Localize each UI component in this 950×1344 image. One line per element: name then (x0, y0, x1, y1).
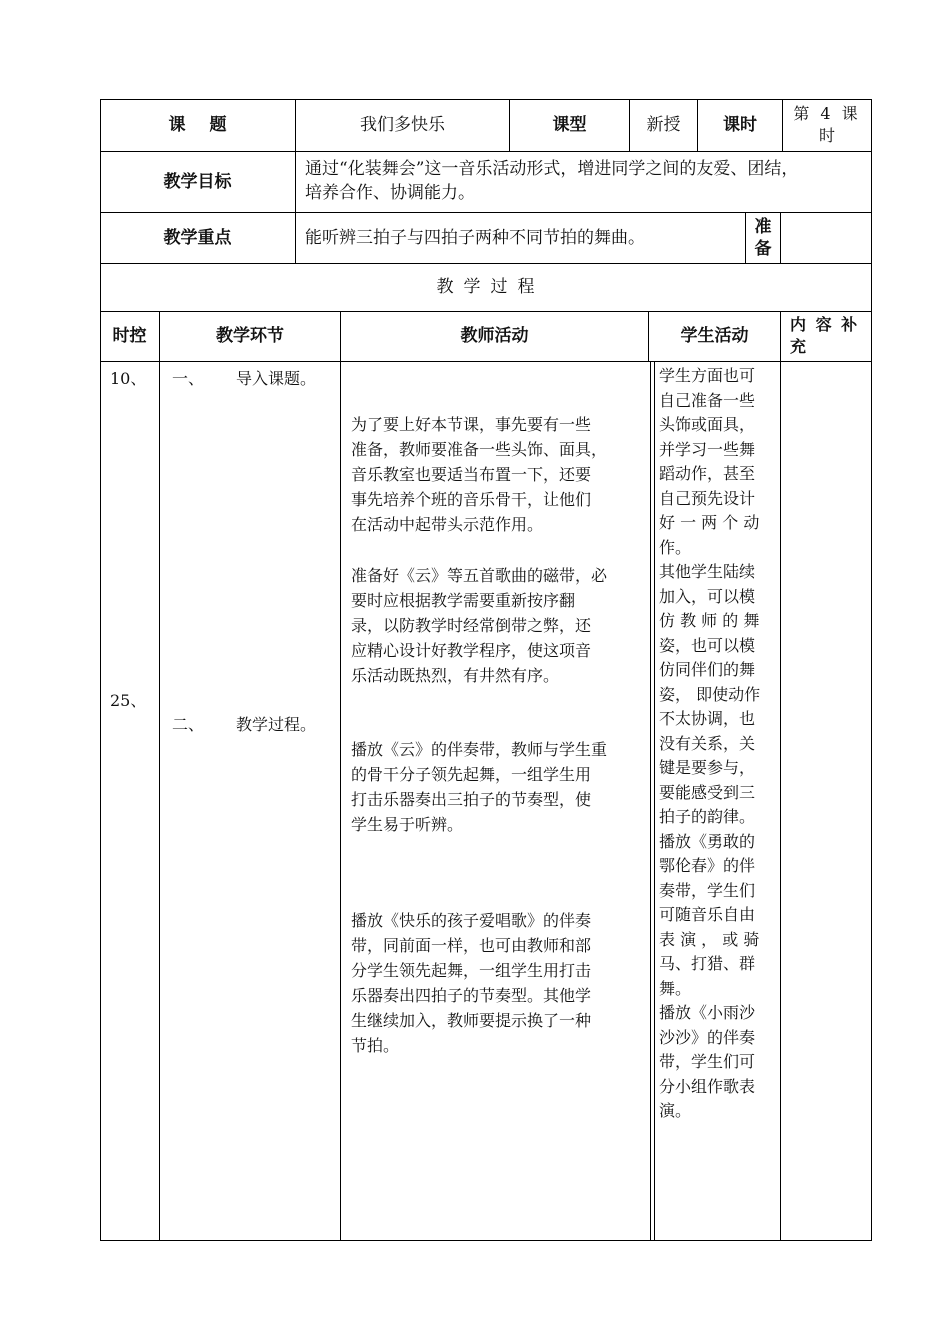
stage-number: 一、 (172, 369, 205, 388)
text-line: 马、打猎、群 (659, 954, 756, 973)
topic-value: 我们多快乐 (360, 115, 445, 135)
text-line: 姿， 即使动作 (659, 684, 761, 704)
text-line: 沙沙》的伴奏 (659, 1027, 756, 1047)
text-line: 学生易于听辨。 (351, 815, 464, 834)
col-divider (654, 361, 655, 1241)
text-line: 分小组作歌表 (659, 1076, 756, 1096)
text-line: 没有关系，关 (659, 733, 756, 753)
teacher-paragraph (351, 412, 646, 537)
text-line: 仿同伴们的舞 (659, 660, 756, 679)
stage-entry (172, 366, 316, 391)
text-line: 应精心设计好教学程序，使这项音 (351, 641, 592, 660)
teacher-paragraph (351, 737, 646, 837)
col-header-supplement-line2: 充 (790, 337, 807, 356)
text-line: 乐器奏出四拍子的节奏型。其他学 (351, 986, 592, 1005)
col-header-supplement (790, 314, 870, 358)
text-line: 乐活动既热烈，有井然有序。 (351, 666, 560, 685)
text-line: 播放《勇敢的 (659, 831, 756, 851)
text-line: 表 演 ， 或 骑 (659, 929, 760, 949)
text-line: 节拍。 (351, 1036, 400, 1055)
text-line: 生继续加入，教师要提示换了一种 (351, 1011, 592, 1030)
teacher-paragraph (351, 908, 646, 1058)
prep-label-line1: 准 (754, 216, 772, 237)
text-line: 学生方面也可 (659, 366, 756, 385)
text-line: 的骨干分子领先起舞，一组学生用 (351, 765, 592, 784)
text-line: 并学习一些舞 (659, 439, 756, 459)
goal-text-line: 通过“化装舞会”这一音乐活动形式，增进同学之间的友爱、团结， (305, 159, 799, 179)
text-line: 加入，可以模 (659, 586, 756, 606)
col-divider (295, 212, 296, 264)
period-value (783, 99, 871, 151)
text-line: 其他学生陆续 (659, 562, 756, 581)
type-label: 课型 (552, 115, 587, 135)
goal-text (305, 157, 871, 205)
time-entry: 25、 (110, 691, 147, 710)
text-line: 准备，教师要准备一些头饰、面具， (351, 440, 608, 459)
prep-label (746, 212, 780, 263)
table-border-bottom (100, 1240, 872, 1241)
text-line: 自己准备一些 (659, 390, 756, 410)
text-line: 为了要上好本节课，事先要有一些 (351, 415, 592, 434)
text-line: 演。 (659, 1101, 692, 1120)
focus-text: 能听辨三拍子与四拍子两种不同节拍的舞曲。 (305, 228, 645, 248)
text-line: 在活动中起带头示范作用。 (351, 515, 544, 534)
goal-text-line: 培养合作、协调能力。 (305, 183, 475, 203)
text-line: 分学生领先起舞，一组学生用打击 (351, 961, 592, 980)
period-value-line1: 第 4 课 (793, 104, 861, 123)
student-activity (659, 364, 779, 1124)
period-value-line2: 时 (818, 126, 835, 145)
text-line: 仿 教 师 的 舞 (659, 611, 760, 630)
text-line: 作。 (659, 537, 692, 557)
col-header-teacher: 教师活动 (460, 326, 529, 346)
time-entry: 10、 (110, 369, 147, 388)
text-line: 好 一 两 个 动 (659, 513, 760, 532)
stage-entry (172, 712, 316, 737)
text-line: 舞。 (659, 978, 692, 998)
period-label: 课时 (723, 115, 757, 135)
text-line: 带，同前面一样，也可由教师和部 (351, 936, 592, 955)
prep-label-line2: 备 (754, 238, 772, 259)
process-title-text: 教学过程 (436, 277, 545, 297)
text-line: 准备好《云》等五首歌曲的磁带，必 (351, 566, 608, 585)
prep-value (781, 212, 871, 263)
text-line: 拍子的韵律。 (659, 807, 756, 826)
text-line: 打击乐器奏出三拍子的节奏型，使 (351, 790, 592, 809)
col-divider (780, 311, 781, 1241)
type-value: 新授 (646, 115, 681, 135)
text-line: 播放《云》的伴奏带，教师与学生重 (351, 740, 608, 759)
stage-text: 教学过程。 (236, 715, 317, 734)
topic-label-text: 课题 (168, 115, 251, 135)
process-title (100, 263, 871, 311)
stage-number: 二、 (172, 715, 205, 734)
text-line: 带，学生们可 (659, 1052, 756, 1071)
col-header-supplement-line1: 内 容 补 (790, 315, 860, 334)
stage-text: 导入课题。 (236, 369, 317, 388)
text-line: 录，以防教学时经常倒带之弊，还 (351, 616, 592, 635)
text-line: 可随音乐自由 (659, 905, 756, 924)
col-header-student: 学生活动 (680, 326, 749, 346)
row-divider (100, 361, 872, 362)
col-divider (159, 311, 160, 1241)
text-line: 蹈动作，甚至 (659, 464, 756, 483)
goal-label: 教学目标 (163, 171, 232, 192)
focus-label: 教学重点 (163, 227, 232, 248)
text-line: 播放《小雨沙 (659, 1003, 756, 1022)
text-line: 事先培养个班的音乐骨干，让他们 (351, 490, 592, 509)
text-line: 奏带，学生们 (659, 880, 756, 900)
col-divider (650, 361, 651, 1241)
text-line: 音乐教室也要适当布置一下，还要 (351, 465, 592, 484)
text-line: 要时应根据教学需要重新按序翻 (351, 591, 576, 610)
text-line: 鄂伦春》的伴 (659, 856, 756, 875)
topic-label (100, 99, 295, 151)
col-divider (340, 311, 341, 1241)
text-line: 播放《快乐的孩子爱唱歌》的伴奏 (351, 911, 592, 930)
teacher-paragraph (351, 563, 646, 688)
col-divider (295, 151, 296, 213)
text-line: 键是要参与， (659, 758, 756, 777)
text-line: 姿，也可以模 (659, 635, 756, 655)
text-line: 头饰或面具， (659, 415, 756, 434)
col-header-time: 时控 (112, 326, 147, 346)
text-line: 不太协调，也 (659, 709, 756, 728)
text-line: 要能感受到三 (659, 782, 756, 802)
table-border-right (871, 99, 872, 1241)
col-header-stage: 教学环节 (216, 326, 284, 346)
text-line: 自己预先设计 (659, 488, 756, 508)
